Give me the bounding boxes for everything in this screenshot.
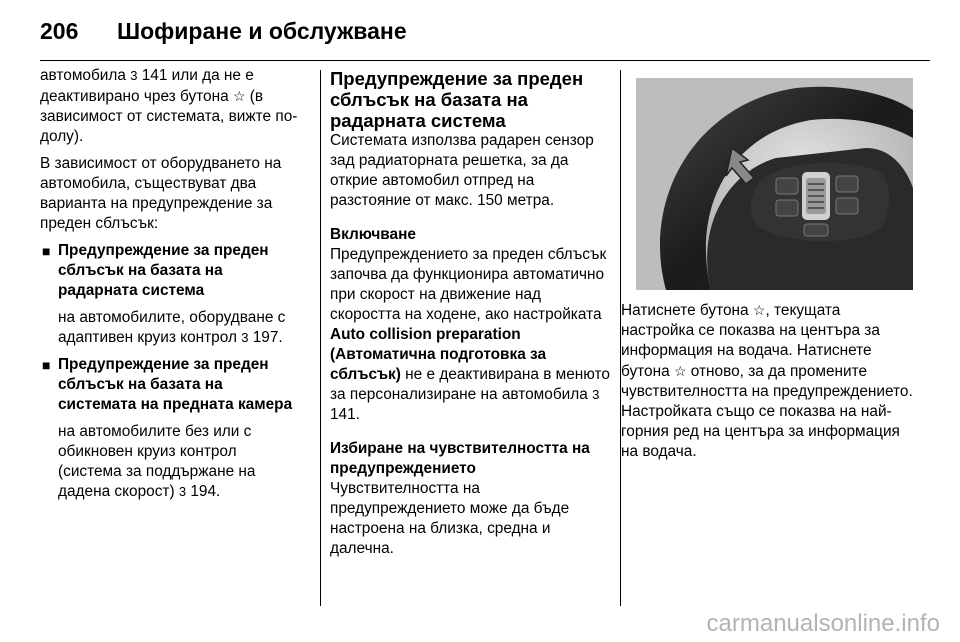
text: не е деактивирана в менюто за персонализиране на автомобила	[330, 366, 610, 403]
list-item-text	[58, 422, 302, 502]
steering-wheel-buttons-icon	[636, 78, 913, 290]
paragraph	[621, 300, 913, 462]
page-number: 206	[40, 18, 79, 44]
text: (в зависимост от системата, вижте по-долу).	[40, 88, 298, 145]
page-ref-icon: 3	[592, 387, 600, 402]
text: на автомобилите без или с обикновен круиз контрол (система за поддържане на дадена скорост)	[58, 423, 256, 500]
text: , текущата настройка се показва на центъра за информация на водача. Натиснете бутона	[621, 302, 880, 380]
steering-wheel-photo	[636, 78, 913, 290]
page-header	[40, 14, 930, 54]
bullet-icon: ■	[42, 243, 51, 259]
text: Натиснете бутона	[621, 302, 753, 319]
column-left	[40, 66, 302, 509]
text: на автомобилите, оборудване с адаптивен круиз контрол	[58, 309, 286, 346]
paragraph: Чувствителността на предупреждението може да бъде настроена на близка, средна и далечна.	[330, 480, 570, 557]
menu-setting-name: Auto collision preparation (Автоматична подготовка за сблъсък)	[330, 326, 547, 383]
collision-alert-icon: ☆	[673, 363, 687, 379]
text: 194.	[186, 483, 221, 500]
list-item	[40, 241, 302, 348]
page-ref-icon: 3	[178, 484, 187, 499]
collision-alert-icon: ☆	[752, 302, 766, 318]
text: 141 или да не е деактивирано чрез бутона	[40, 67, 254, 105]
section-heading: Предупреждение за преден сблъсък на базата на радарната система	[330, 68, 584, 131]
list-item-title: Предупреждение за преден сблъсък на базата на радарната система	[58, 242, 269, 299]
text: отново, за да промените чувствителността на предупреждението. Настройката също се показва на най-горния ред на центъра за информация на водача.	[621, 363, 913, 460]
column-right	[621, 300, 913, 469]
list-item	[40, 355, 302, 502]
subheading: Избиране на чувствителността на предупреждението	[330, 440, 590, 477]
page-ref-icon: 3	[130, 68, 138, 83]
page-ref-icon: 3	[241, 330, 249, 345]
bullet-icon: ■	[42, 357, 51, 373]
column-middle	[330, 66, 612, 566]
list-item-text	[58, 308, 302, 348]
paragraph	[330, 245, 612, 425]
text: 141.	[330, 406, 360, 423]
paragraph	[40, 66, 302, 147]
header-rule	[40, 60, 930, 61]
paragraph: В зависимост от оборудването на автомобила, съществуват два варианта на предупреждение за преден сблъсък:	[40, 155, 282, 232]
section-title: Шофиране и обслужване	[117, 18, 407, 44]
text: 197.	[248, 329, 283, 346]
text: Предупреждението за преден сблъсък започва да функционира автоматично при скорост на движение над скоростта на ходене, ако настройката	[330, 246, 607, 323]
subheading: Включване	[330, 226, 416, 243]
column-divider	[320, 70, 321, 606]
text: автомобила	[40, 67, 131, 84]
collision-alert-icon: ☆	[232, 88, 246, 104]
list-item-title: Предупреждение за преден сблъсък на базата на системата на предната камера	[58, 356, 293, 413]
watermark: carmanualsonline.info	[706, 610, 940, 637]
paragraph: Системата използва радарен сензор зад радиаторната решетка, за да открие автомобил отпред на разстояние от макс. 150 метра.	[330, 132, 594, 209]
